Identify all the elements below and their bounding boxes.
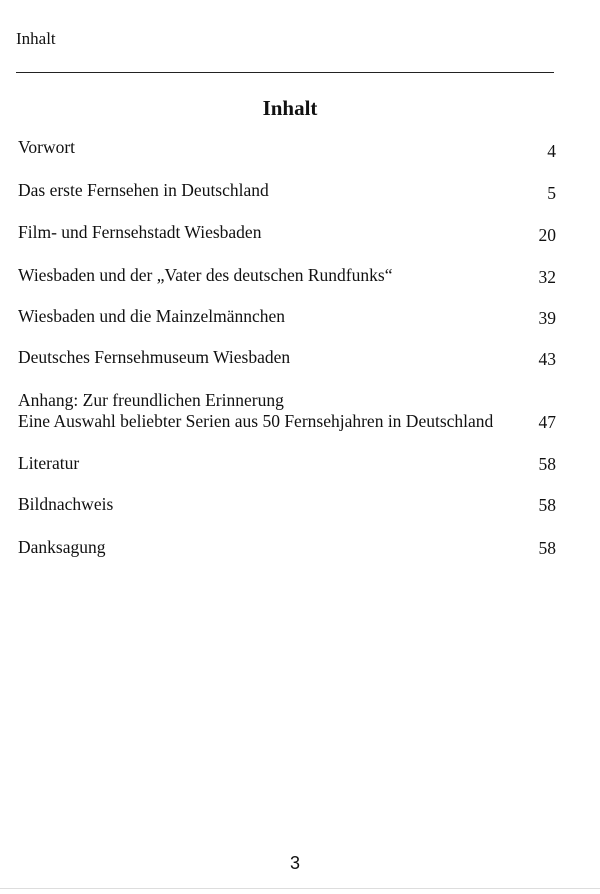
- toc-entry-anhang: [18, 390, 556, 432]
- toc-entry-title: Film- und Fernsehstadt Wiesbaden: [18, 222, 262, 242]
- toc-entry-bildnachweis: [18, 494, 556, 515]
- toc-entry-page: 43: [538, 349, 556, 369]
- running-head: Inhalt: [16, 29, 56, 48]
- toc-entry-title: Wiesbaden und der „Vater des deutschen Rundfunks“: [18, 265, 393, 285]
- toc-entry-literatur: [18, 453, 556, 474]
- toc-entry-title: Deutsches Fernsehmuseum Wiesbaden: [18, 347, 291, 367]
- toc-entry-subtitle: Eine Auswahl beliebter Serien aus 50 Fernsehjahren in Deutschland: [18, 411, 494, 431]
- toc-entry-page: 58: [538, 454, 556, 474]
- toc-entry-danksagung: [18, 537, 556, 558]
- toc-entry-title: Wiesbaden und die Mainzelmännchen: [18, 306, 286, 326]
- toc-entry-page: 32: [538, 267, 556, 287]
- toc-entry-page: 58: [538, 538, 556, 558]
- scan-edge-line: [0, 888, 600, 889]
- toc-entry-title: Literatur: [18, 453, 80, 473]
- toc-entry-page: 39: [538, 308, 556, 328]
- toc-entry-title: Vorwort: [18, 137, 76, 157]
- toc-entry-vorwort: [18, 137, 556, 161]
- toc-entry-fernsehmuseum: [18, 347, 556, 368]
- toc-entry-mainzelmaennchen: [18, 306, 556, 327]
- toc-entry-title: Anhang: Zur freundlichen Erinnerung: [18, 390, 284, 410]
- toc-heading: Inhalt: [262, 96, 318, 120]
- toc-entry-erstes-fernsehen: [18, 180, 556, 201]
- toc-entry-page: 58: [538, 495, 556, 515]
- header-rule: [16, 72, 554, 73]
- toc-entry-title: Das erste Fernsehen in Deutschland: [18, 180, 269, 200]
- toc-entry-page: 5: [547, 183, 556, 203]
- toc-entry-page: 20: [538, 225, 556, 245]
- toc-entry-title: Bildnachweis: [18, 494, 114, 514]
- page-number: 3: [289, 853, 300, 873]
- toc-entry-film-fernsehstadt: [18, 222, 556, 243]
- toc-entry-page: 47: [538, 412, 556, 432]
- toc-entry-title: Danksagung: [18, 537, 106, 557]
- toc-entry-page: 4: [547, 141, 556, 161]
- toc-entry-vater-rundfunk: [18, 265, 556, 286]
